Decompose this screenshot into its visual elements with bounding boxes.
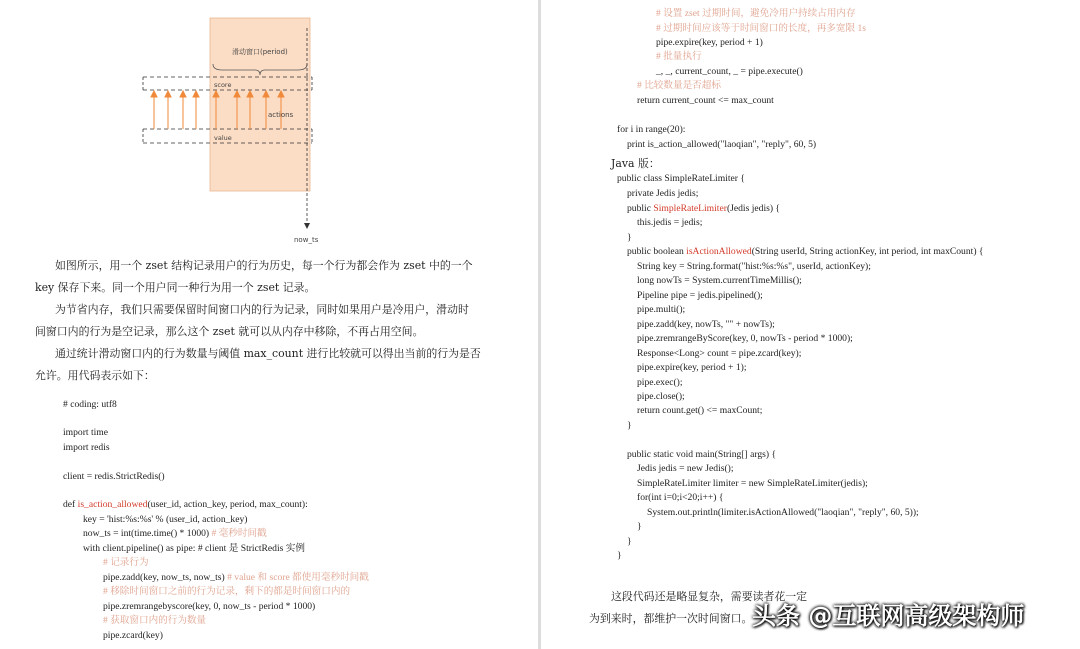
watermark-text: 头条 @互联网高级架构师 <box>752 602 1025 630</box>
code-line: client = redis.StrictRedis() <box>63 471 165 482</box>
code-line: } <box>627 232 632 243</box>
code-comment: # 移除时间窗口之前的行为记录，剩下的都是时间窗口内的 <box>103 586 351 597</box>
code-line: pipe.close(); <box>637 391 685 402</box>
method-name: isActionAllowed <box>686 246 752 257</box>
constructor-name: SimpleRateLimiter <box>653 203 727 214</box>
code-line: long nowTs = System.currentTimeMillis(); <box>637 275 802 286</box>
code-line: for i in range(20): <box>617 124 686 135</box>
code-line: pipe.zremrangebyscore(key, 0, now_ts - period * 1000) <box>103 601 316 612</box>
window-label: 滑动窗口(period) <box>232 48 288 56</box>
sliding-window-diagram <box>0 0 538 250</box>
code-line: def is_action_allowed(user_id, action_key, period, max_count): <box>63 499 308 510</box>
code-line: return current_count <= max_count <box>637 95 774 106</box>
code-line: pipe.zcard(key) <box>103 630 163 641</box>
code-line: pipe.exec(); <box>637 377 683 388</box>
code-line: Response<Long> count = pipe.zcard(key); <box>637 348 802 359</box>
code-comment: # 设置 zset 过期时间，避免冷用户持续占用内存 <box>656 8 856 19</box>
code-line: SimpleRateLimiter limiter = new SimpleRateLimiter(jedis); <box>637 478 868 489</box>
code-comment: # 比较数量是否超标 <box>637 80 721 91</box>
code-line: # coding: utf8 <box>63 399 117 410</box>
para2-line1: 为节省内存，我们只需要保留时间窗口内的行为记录，同时如果用户是冷用户，滑动时 <box>55 303 469 316</box>
code-line: Pipeline pipe = jedis.pipelined(); <box>637 290 763 301</box>
para3-line2: 允许。用代码表示如下： <box>35 369 155 382</box>
code-line: public SimpleRateLimiter(Jedis jedis) { <box>627 203 781 214</box>
code-line: public boolean isActionAllowed(String userId, String actionKey, int period, int maxCount) { <box>627 246 984 257</box>
para1-line2: key 保存下来。同一个用户同一种行为用一个 zset 记录。 <box>35 281 316 294</box>
para1-line1: 如图所示，用一个 zset 结构记录用户的行为历史，每一个行为都会作为 zset 中的一个 <box>55 259 473 272</box>
code-line: pipe.zadd(key, now_ts, now_ts) # value 和 score 都使用毫秒时间戳 <box>103 572 369 583</box>
closing-para-line1: 这段代码还是略显复杂，需要读者花一定 <box>611 590 808 603</box>
code-comment: # 获取窗口内的行为数量 <box>103 615 207 626</box>
closing-para-line2: 为到来时，都维护一次时间窗口。 <box>589 612 753 625</box>
code-line: now_ts = int(time.time() * 1000) # 毫秒时间戳 <box>83 528 267 539</box>
code-line: return count.get() <= maxCount; <box>637 405 763 416</box>
code-comment: # 批量执行 <box>656 51 702 62</box>
right-page <box>541 0 1080 649</box>
sliding-window-box <box>210 18 310 191</box>
code-line: System.out.println(limiter.isActionAllowed("laoqian", "reply", 60, 5)); <box>647 507 919 518</box>
code-line: this.jedis = jedis; <box>637 217 703 228</box>
code-line: public static void main(String[] args) { <box>627 449 777 460</box>
value-label: value <box>214 134 232 142</box>
code-line: Jedis jedis = new Jedis(); <box>637 463 734 474</box>
function-name: is_action_allowed <box>77 499 148 510</box>
code-line: print is_action_allowed("laoqian", "reply", 60, 5) <box>627 139 817 150</box>
code-line: pipe.expire(key, period + 1); <box>637 362 747 373</box>
code-line: pipe.zremrangeByScore(key, 0, nowTs - period * 1000); <box>637 333 853 344</box>
code-line: String key = String.format("hist:%s:%s", userId, actionKey); <box>637 261 871 272</box>
code-line: } <box>627 536 632 547</box>
java-label: Java 版： <box>611 157 660 170</box>
para3-line1: 通过统计滑动窗口内的行为数量与阈值 max_count 进行比较就可以得出当前的行为是否 <box>55 347 481 360</box>
code-comment: # 记录行为 <box>103 557 149 568</box>
now-ts-label: now_ts <box>294 236 319 244</box>
code-line: } <box>627 420 632 431</box>
code-line: _, _, current_count, _ = pipe.execute() <box>656 66 803 77</box>
code-line: for(int i=0;i<20;i++) { <box>637 492 724 503</box>
code-line: pipe.zadd(key, nowTs, "" + nowTs); <box>637 319 775 330</box>
code-line: key = 'hist:%s:%s' % (user_id, action_key) <box>83 514 248 525</box>
code-line: public class SimpleRateLimiter { <box>617 173 745 184</box>
left-page <box>0 0 538 649</box>
code-line: import redis <box>63 442 110 453</box>
code-line: } <box>637 521 642 532</box>
para2-line2: 间窗口内的行为是空记录，那么这个 zset 就可以从内存中移除，不再占用空间。 <box>35 325 424 338</box>
code-line: pipe.expire(key, period + 1) <box>656 37 763 48</box>
code-line: import time <box>63 427 109 438</box>
code-comment: # 过期时间应该等于时间窗口的长度，再多宽限 1s <box>656 23 866 34</box>
code-line: private Jedis jedis; <box>627 188 699 199</box>
code-line: with client.pipeline() as pipe: # client 是 StrictRedis 实例 <box>83 543 305 554</box>
code-line: } <box>617 550 622 561</box>
actions-label: actions <box>268 111 294 119</box>
code-line: pipe.multi(); <box>637 304 686 315</box>
score-label: score <box>214 81 232 89</box>
